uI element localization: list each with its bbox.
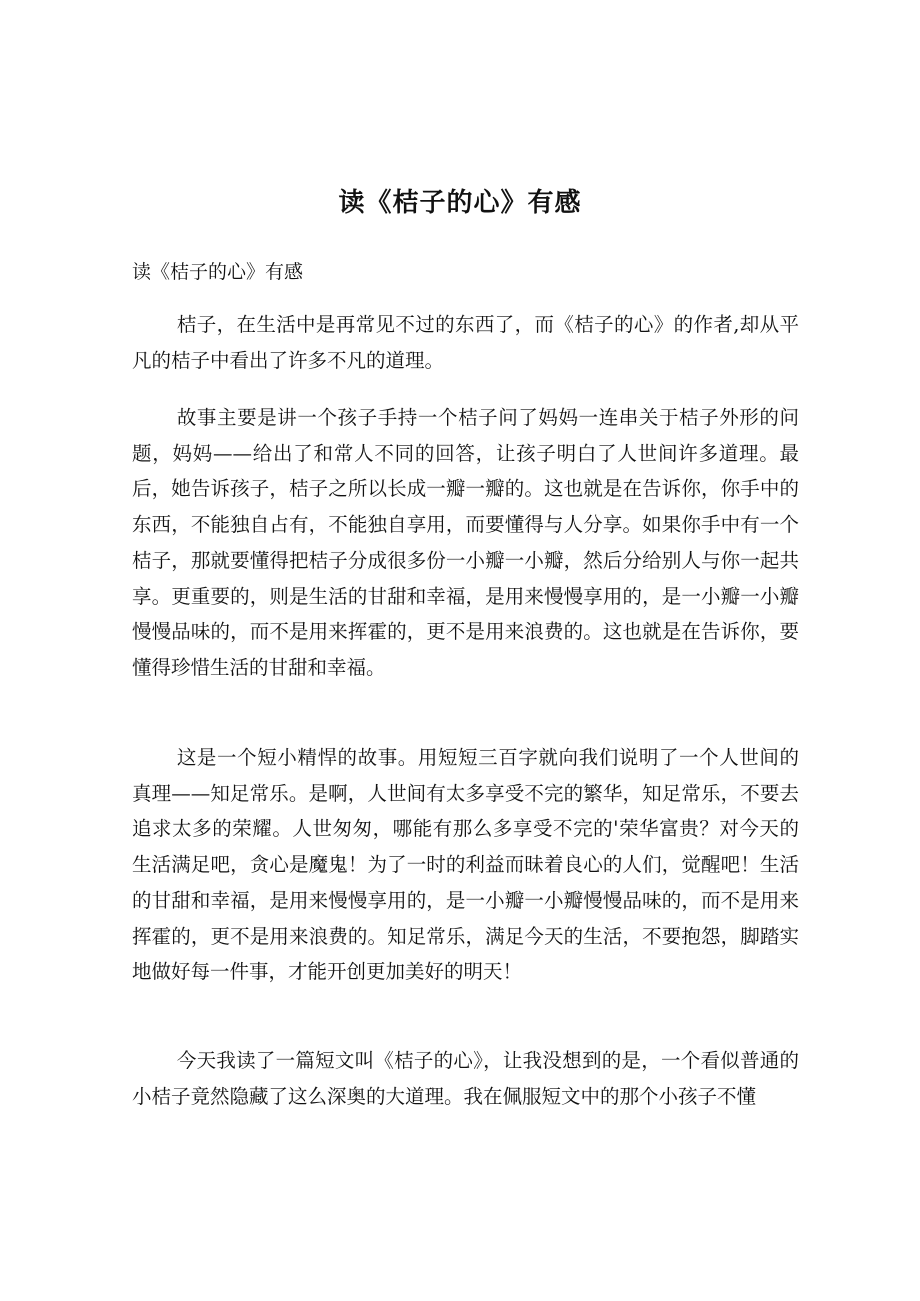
paragraph-3: 这是一个短小精悍的故事。用短短三百字就向我们说明了一个人世间的真理——知足常乐。是啊，人世间有太多享受不完的繁华，知足常乐，不要去追求太多的荣耀。人世匆匆，哪能有那么多享受不完的'荣华富贵？对今天的生活满足吧，贪心是魔鬼！为了一时的利益而昧着良心的人们，觉醒吧！生活的甘甜和幸福，是用来慢慢享用的，是一小瓣一小瓣慢慢品味的，而不是用来挥霍的，更不是用来浪费的。知足常乐，满足今天的生活，不要抱怨，脚踏实地做好每一件事，才能开创更加美好的明天！: [132, 746, 799, 984]
paragraph-1: 桔子，在生活中是再常见不过的东西了，而《桔子的心》的作者,却从平凡的桔子中看出了许多不凡的道理。: [132, 313, 799, 372]
document-title: 读《桔子的心》有感: [338, 188, 582, 218]
paragraph-2: 故事主要是讲一个孩子手持一个桔子问了妈妈一连串关于桔子外形的问题，妈妈——给出了和常人不同的回答，让孩子明白了人世间许多道理。最后，她告诉孩子，桔子之所以长成一瓣一瓣的。这也就是在告诉你，你手中的东西，不能独自占有，不能独自享用，而要懂得与人分享。如果你手中有一个桔子，那就要懂得把桔子分成很多份一小瓣一小瓣，然后分给别人与你一起共享。更重要的，则是生活的甘甜和幸福，是用来慢慢享用的，是一小瓣一小瓣慢慢品味的，而不是用来挥霍的，更不是用来浪费的。这也就是在告诉你，要懂得珍惜生活的甘甜和幸福。: [132, 406, 799, 679]
document-subtitle: 读《桔子的心》有感: [132, 261, 304, 283]
paragraph-4: 今天我读了一篇短文叫《桔子的心》，让我没想到的是，一个看似普通的小桔子竟然隐藏了这么深奥的大道理。我在佩服短文中的那个小孩子不懂: [132, 1049, 799, 1108]
